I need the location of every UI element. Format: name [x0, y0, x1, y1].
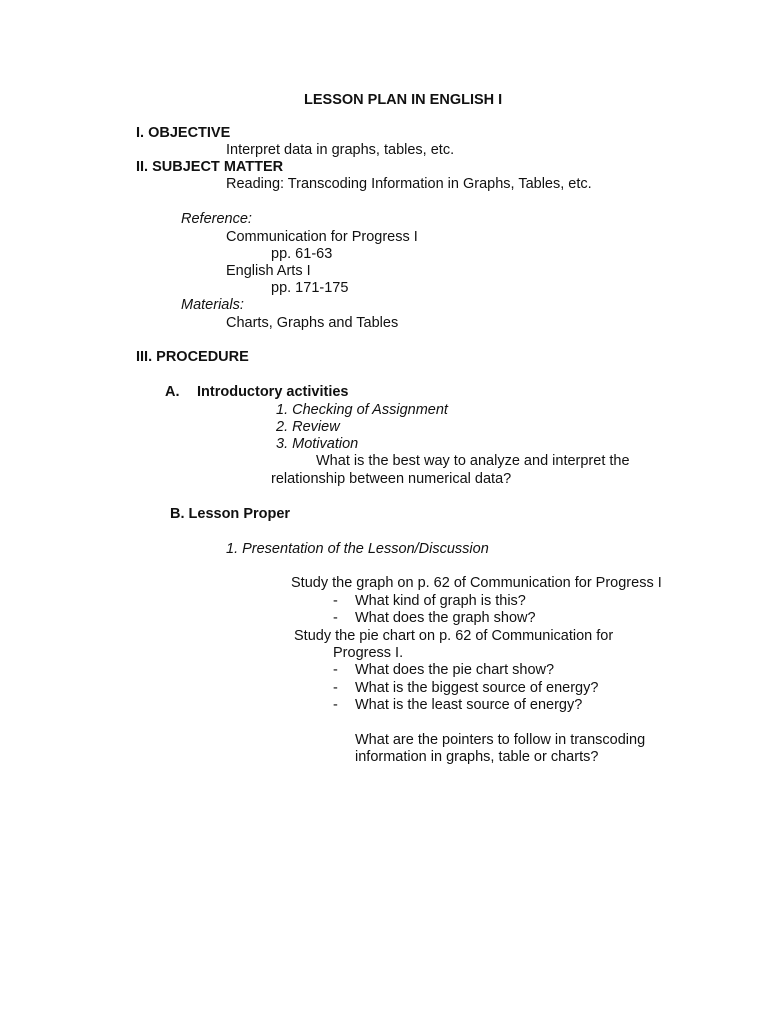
study-pie-question-1: What does the pie chart show? [355, 662, 555, 678]
study-pie-line-2: Progress I. [333, 645, 404, 661]
motivation-line-2: relationship between numerical data? [271, 471, 512, 487]
materials-text: Charts, Graphs and Tables [226, 315, 399, 331]
reference-pages-1: pp. 61-63 [271, 246, 333, 262]
objective-text: Interpret data in graphs, tables, etc. [226, 142, 455, 158]
pointers-line-2: information in graphs, table or charts? [355, 749, 599, 765]
bullet-dash: - [333, 610, 338, 626]
lesson-proper-heading: B. Lesson Proper [170, 506, 291, 522]
document-title: LESSON PLAN IN ENGLISH I [304, 92, 503, 108]
study-pie-line-1: Study the pie chart on p. 62 of Communication for [294, 628, 614, 644]
intro-letter: A. [165, 384, 180, 400]
intro-item-1: 1. Checking of Assignment [276, 402, 448, 418]
subject-matter-heading: II. SUBJECT MATTER [136, 159, 284, 175]
reference-title-2: English Arts I [226, 263, 311, 279]
intro-heading: Introductory activities [197, 384, 349, 400]
objective-heading: I. OBJECTIVE [136, 125, 231, 141]
study-graph-question-2: What does the graph show? [355, 610, 536, 626]
pointers-line-1: What are the pointers to follow in transcoding [355, 732, 646, 748]
bullet-dash: - [333, 697, 338, 713]
reference-pages-2: pp. 171-175 [271, 280, 349, 296]
reference-title-1: Communication for Progress I [226, 229, 418, 245]
presentation-heading: 1. Presentation of the Lesson/Discussion [226, 541, 489, 557]
bullet-dash: - [333, 662, 338, 678]
study-graph-line: Study the graph on p. 62 of Communication for Progress I [291, 575, 662, 591]
intro-item-3: 3. Motivation [276, 436, 359, 452]
study-pie-question-2: What is the biggest source of energy? [355, 680, 599, 696]
procedure-heading: III. PROCEDURE [136, 349, 249, 365]
intro-item-2: 2. Review [276, 419, 340, 435]
reference-label: Reference: [181, 211, 252, 227]
study-pie-question-3: What is the least source of energy? [355, 697, 583, 713]
bullet-dash: - [333, 680, 338, 696]
bullet-dash: - [333, 593, 338, 609]
materials-label: Materials: [181, 297, 244, 313]
study-graph-question-1: What kind of graph is this? [355, 593, 526, 609]
subject-matter-text: Reading: Transcoding Information in Graphs, Tables, etc. [226, 176, 592, 192]
motivation-line-1: What is the best way to analyze and interpret the [316, 453, 630, 469]
